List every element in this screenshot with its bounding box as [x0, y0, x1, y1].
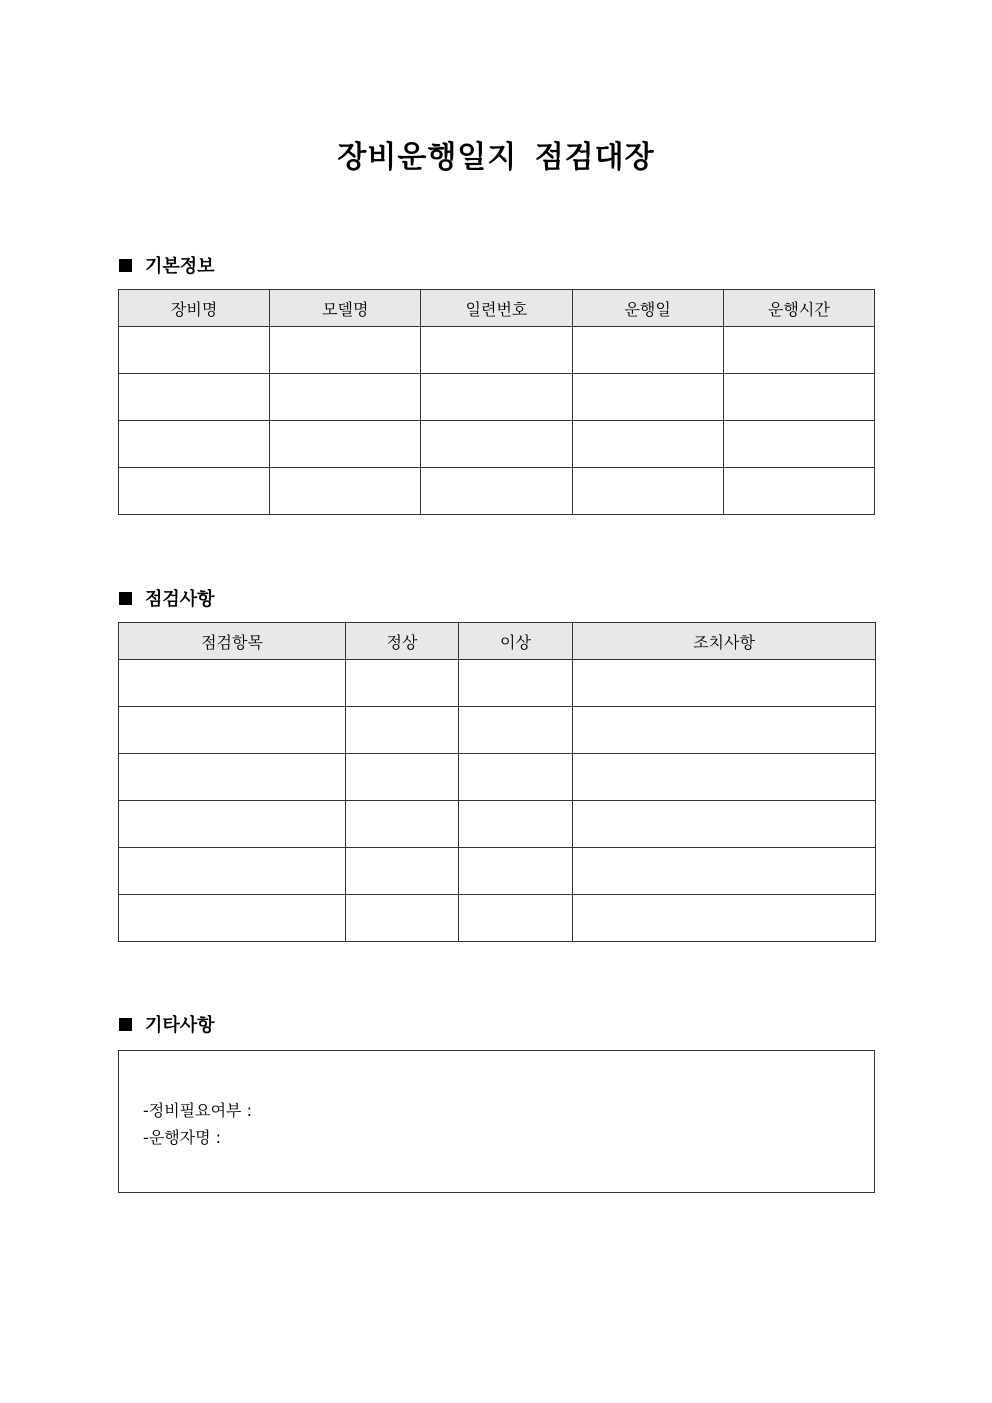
section-heading-basic	[119, 252, 215, 278]
other-notes-box	[118, 1050, 875, 1193]
table-cell[interactable]	[421, 421, 572, 468]
table-cell[interactable]	[119, 754, 346, 801]
maintenance-needed-line: -정비필요여부 :	[143, 1101, 252, 1120]
table-cell[interactable]	[119, 660, 346, 707]
table-cell[interactable]	[421, 327, 572, 374]
inspection-table	[118, 622, 876, 942]
table-cell[interactable]	[119, 707, 346, 754]
table-cell[interactable]	[346, 660, 459, 707]
table-row	[119, 754, 876, 801]
table-cell[interactable]	[346, 801, 459, 848]
square-bullet-icon	[119, 592, 132, 605]
table-cell[interactable]	[119, 848, 346, 895]
operator-name-line: -운행자명 :	[143, 1128, 222, 1147]
table-cell[interactable]	[573, 754, 876, 801]
table-row	[119, 468, 875, 515]
square-bullet-icon	[119, 259, 132, 272]
column-header: 이상	[459, 623, 573, 660]
table-cell[interactable]	[459, 848, 573, 895]
table-cell[interactable]	[723, 327, 874, 374]
table-cell[interactable]	[119, 374, 270, 421]
table-row	[119, 801, 876, 848]
column-header: 정상	[346, 623, 459, 660]
table-cell[interactable]	[723, 374, 874, 421]
basic-info-table	[118, 289, 875, 515]
table-cell[interactable]	[270, 421, 421, 468]
table-cell[interactable]	[572, 468, 723, 515]
table-cell[interactable]	[572, 327, 723, 374]
table-row	[119, 848, 876, 895]
table-cell[interactable]	[270, 468, 421, 515]
column-header: 점검항목	[119, 623, 346, 660]
page-title: 장비운행일지 점검대장	[337, 140, 655, 175]
table-cell[interactable]	[723, 468, 874, 515]
column-header: 모델명	[270, 290, 421, 327]
table-cell[interactable]	[459, 895, 573, 942]
table-cell[interactable]	[119, 327, 270, 374]
table-cell[interactable]	[573, 660, 876, 707]
section-heading-label: 기타사항	[145, 1015, 215, 1036]
table-cell[interactable]	[119, 801, 346, 848]
section-heading-other	[119, 1011, 215, 1037]
table-cell[interactable]	[459, 754, 573, 801]
table-cell[interactable]	[573, 848, 876, 895]
table-header-row	[119, 290, 875, 327]
column-header: 일련번호	[421, 290, 572, 327]
column-header: 장비명	[119, 290, 270, 327]
table-cell[interactable]	[573, 895, 876, 942]
section-heading-label: 기본정보	[145, 256, 215, 277]
table-cell[interactable]	[119, 421, 270, 468]
table-row	[119, 660, 876, 707]
table-cell[interactable]	[459, 660, 573, 707]
table-cell[interactable]	[421, 468, 572, 515]
table-cell[interactable]	[346, 754, 459, 801]
section-heading-label: 점검사항	[145, 589, 215, 610]
table-cell[interactable]	[573, 707, 876, 754]
table-cell[interactable]	[270, 374, 421, 421]
section-heading-inspection	[119, 585, 215, 611]
table-row	[119, 327, 875, 374]
table-cell[interactable]	[346, 895, 459, 942]
table-cell[interactable]	[723, 421, 874, 468]
table-cell[interactable]	[459, 707, 573, 754]
table-cell[interactable]	[459, 801, 573, 848]
column-header: 조치사항	[573, 623, 876, 660]
table-cell[interactable]	[270, 327, 421, 374]
table-cell[interactable]	[572, 374, 723, 421]
table-cell[interactable]	[346, 848, 459, 895]
table-cell[interactable]	[421, 374, 572, 421]
table-cell[interactable]	[119, 895, 346, 942]
column-header: 운행시간	[723, 290, 874, 327]
column-header: 운행일	[572, 290, 723, 327]
table-cell[interactable]	[572, 421, 723, 468]
table-header-row	[119, 623, 876, 660]
table-cell[interactable]	[119, 468, 270, 515]
table-row	[119, 374, 875, 421]
table-cell[interactable]	[346, 707, 459, 754]
table-row	[119, 707, 876, 754]
square-bullet-icon	[119, 1018, 132, 1031]
table-cell[interactable]	[573, 801, 876, 848]
table-row	[119, 895, 876, 942]
table-row	[119, 421, 875, 468]
